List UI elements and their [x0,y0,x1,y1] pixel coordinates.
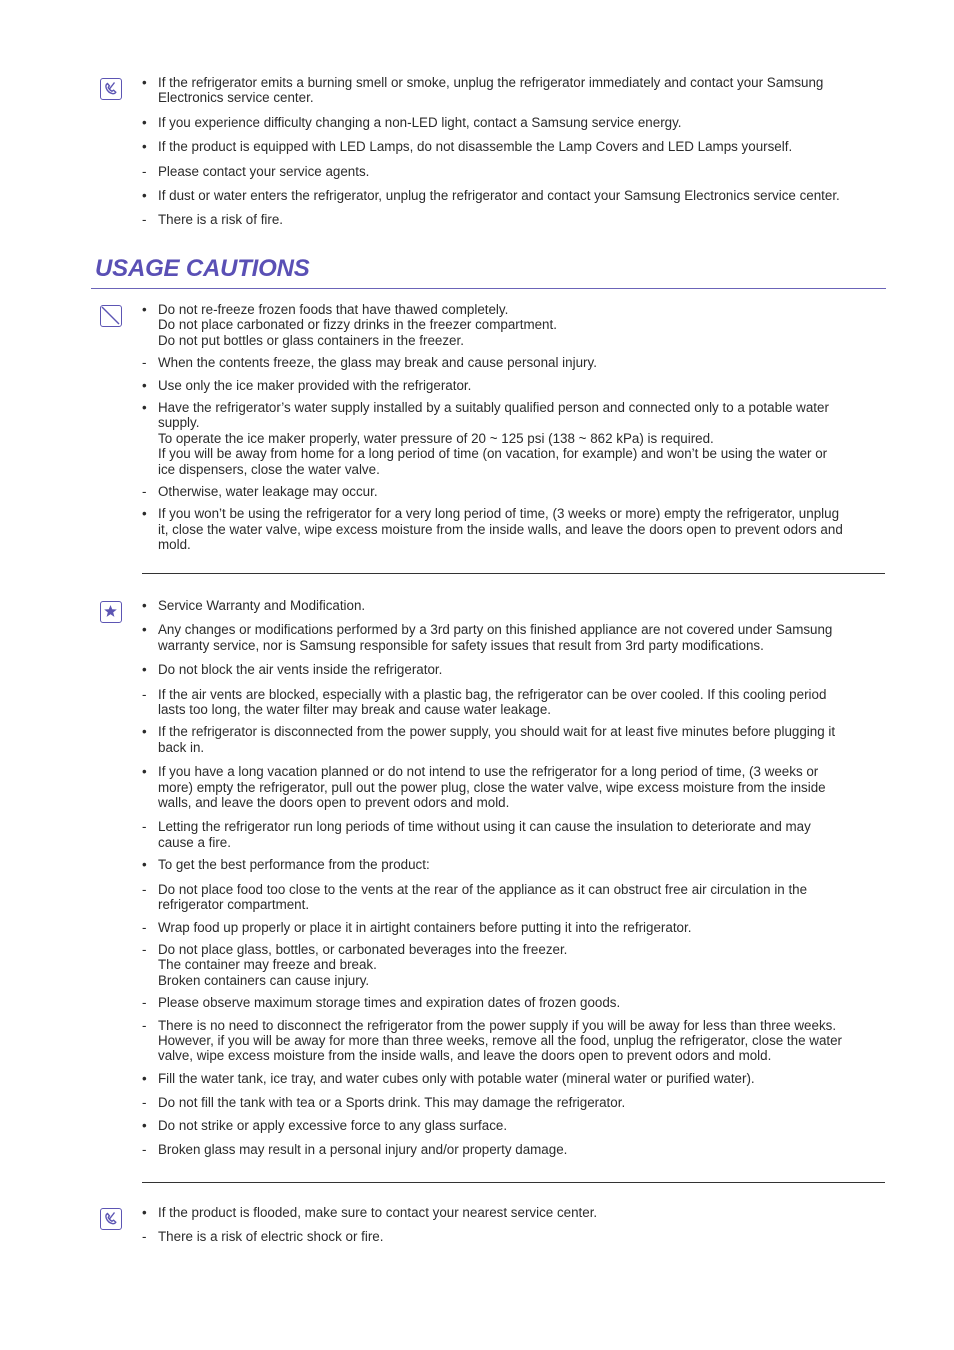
list-item: • Do not strike or apply excessive force to any glass surface. [142,1117,508,1133]
list-item: - Please contact your service agents. [142,163,370,179]
list-item: • Any changes or modifications performed by a 3rd party on this finished appliance are not covered under Samsung warranty service, nor is Samsung responsible for safety issues that result from 3rd party modifications. [142,622,833,653]
list-item: • If the product is equipped with LED Lamps, do not disassemble the Lamp Covers and LED Lamps yourself. [142,139,793,155]
list-item: • Service Warranty and Modification. [142,598,366,613]
list-item: • Do not block the air vents inside the refrigerator. [142,662,443,678]
list-item: • If the refrigerator emits a burning smell or smoke, unplug the refrigerator immediately and contact your Samsung Electronics service center. [142,75,824,106]
list-item: - If the air vents are blocked, especially with a plastic bag, the refrigerator can be over cooled. If this cooling period lasts too long, the water filter may break and cause water leakage. [142,686,827,718]
list-item: • Fill the water tank, ice tray, and water cubes only with potable water (mineral water or purified water). [142,1070,755,1086]
list-item: - There is no need to disconnect the refrigerator from the power supply if you will be away for less than three weeks. However, if you will be away for more than three weeks, remove all the food, unplug the refrigerator, close the water valve, wipe excess moisture from the inside walls, and leave the doors open to prevent odors and mold. [142,1017,843,1064]
list-item: • If you have a long vacation planned or do not intend to use the refrigerator for a long period of time, (3 weeks or more) empty the refrigerator, pull out the power plug, close the water valve, wipe excess moisture from the inside walls, and leave the doors open to prevent odors and mold. [142,764,826,811]
list-item: • If you experience difficulty changing a non-LED light, contact a Samsung service energy. [142,114,682,130]
heading-divider [91,288,886,289]
list-item: • To get the best performance from the product: [142,857,430,873]
list-item: - When the contents freeze, the glass may break and cause personal injury. [142,355,597,371]
phone-note-icon [100,78,122,100]
list-item: • If the product is flooded, make sure to contact your nearest service center. [142,1205,598,1220]
caution-list-prohibit [142,302,877,553]
list-item: - Letting the refrigerator run long periods of time without using it can cause the insulation to deteriorate and may cause a fire. [142,819,811,850]
section-divider [142,573,885,574]
prohibition-icon [100,305,122,327]
list-item: • If you won’t be using the refrigerator for a very long period of time, (3 weeks or more) empty the refrigerator, unplug it, close the water valve, wipe excess moisture from the inside walls, and leave the doors open to prevent odors and mold. [142,506,843,553]
note-list-top [142,75,877,228]
list-item: • Use only the ice maker provided with the refrigerator. [142,377,472,393]
list-item: - Broken glass may result in a personal injury and/or property damage. [142,1141,568,1157]
list-item: • Have the refrigerator’s water supply installed by a suitably qualified person and connected only to a potable water supply. To operate the ice maker properly, water pressure of 20 ~ 125 psi (138 ~ 862 kPa) is required. If you will be away from home for a long period of time (on vacation, for example) and won’t be using the water or ice dispensers, close the water valve. [142,400,829,477]
list-item: • If the refrigerator is disconnected from the power supply, you should wait for at least five minutes before plugging it back in. [142,724,836,755]
list-item: - Otherwise, water leakage may occur. [142,484,378,500]
note-list-star [142,598,877,1157]
list-item: - Do not place glass, bottles, or carbonated beverages into the freezer. The container may freeze and break. Broken containers can cause injury. [142,941,568,988]
phone-note-icon [100,1208,122,1230]
section-divider [142,1182,885,1183]
list-item: - Wrap food up properly or place it in airtight containers before putting it into the refrigerator. [142,919,692,935]
section-heading: USAGE CAUTIONS [95,255,310,282]
list-item: - Please observe maximum storage times and expiration dates of frozen goods. [142,995,621,1011]
note-list-bottom [142,1205,877,1245]
list-item: - Do not place food too close to the vents at the rear of the appliance as it can obstruct free air circulation in the refrigerator compartment. [142,881,808,913]
list-item: - There is a risk of fire. [142,212,284,228]
star-note-icon [100,601,122,623]
list-item: - There is a risk of electric shock or fire. [142,1229,384,1245]
list-item: • Do not re-freeze frozen foods that have thawed completely. Do not place carbonated or fizzy drinks in the freezer compartment. Do not put bottles or glass containers in the freezer. [142,302,557,348]
list-item: - Do not fill the tank with tea or a Sports drink. This may damage the refrigerator. [142,1095,626,1111]
list-item: • If dust or water enters the refrigerator, unplug the refrigerator and contact your Samsung Electronics service center. [142,188,840,204]
